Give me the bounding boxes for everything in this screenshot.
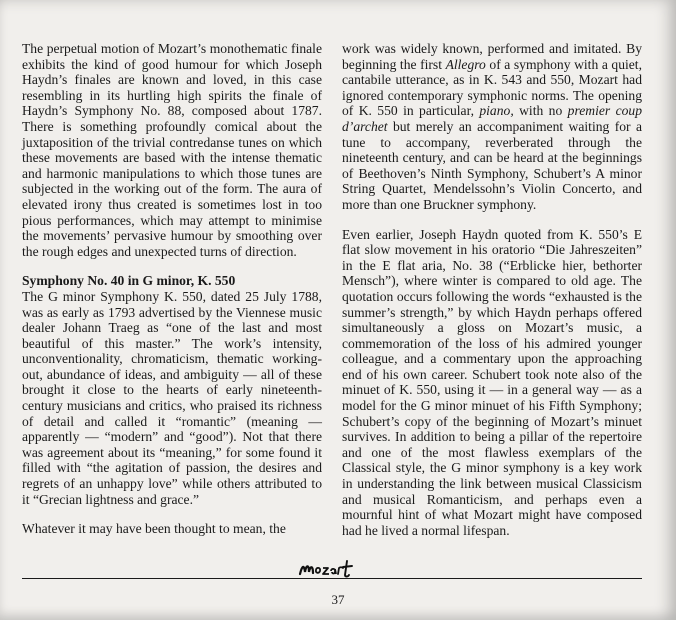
mozart-signature-logo <box>296 556 356 580</box>
left-paragraph-3: Whatever it may have been thought to mean, the <box>22 521 286 537</box>
right-paragraph-2: Even earlier, Joseph Haydn quoted from K. 550’s E flat slow movement in his oratorio “Die Jahreszeiten” in the E flat aria, No. 38 (“Erblicke hier, bethorter Mensch”), where winter is compared to old age. The quotation occurs following the words “exhausted is the summer’s strength,” by which Haydn perhaps offered simultaneously a gloss on Mozart’s music, a commemoration of the loss of his admired younger colleague, and a commentary upon the approaching end of his own career. Schubert took note also of the minuet of K. 550, using it — in a general way — as a model for the G minor minuet of his Fifth Symphony; Schubert’s copy of the beginning of Mozart’s minuet survives. In addition to being a pillar of the repertoire and one of the most flawless exemplars of the Classical style, the G minor symphony is a key work in understanding the link between musical Classicism and musical Romanticism, and perhaps even a mournful hint of what Mozart might have composed had he lived a normal lifespan. <box>342 226 642 538</box>
left-paragraph-1: The perpetual motion of Mozart’s monothematic finale exhibits the kind of good humour for which Joseph Haydn’s finales are known and loved, in this case resembling in its hurtling high spirits the finale of Haydn’s Symphony No. 88, composed about 1787. There is something profoundly comical about the juxtaposition of the trivial contredanse tunes on which these movements are based with the intense thematic and harmonic manipulations to which those tunes are subjected in the working out of the form. The aura of elevated irony thus created is sometimes lost in too pious performances, which may attempt to minimise the movements’ pervasive humour by smoothing over the rough edges and unexpected turns of direction. <box>22 41 322 259</box>
left-paragraph-2 <box>22 273 322 507</box>
text-run: work was widely known, performed and imitated. By beginning the first <box>342 41 642 72</box>
left-column <box>22 41 322 537</box>
italic-run: Allegro <box>445 56 486 72</box>
text-run: with no <box>513 103 568 119</box>
page-number: 37 <box>331 592 345 607</box>
text-run: of a symphony with a quiet, cantabile utterance, as in K. 543 and 550, Mozart had ignored contemporary symphonic norms. The opening of K. 550 in particular, <box>342 56 642 119</box>
italic-run: premier coup d’archet <box>342 103 642 134</box>
text-run: but merely an accompaniment waiting for a tune to accompany, reverberated through the nineteenth century, and can be heard at the beginnings of Beethoven’s Ninth Symphony, Schubert’s A minor String Quartet, Mendelssohn’s Violin Concerto, and more than one Bruckner symphony. <box>342 118 642 212</box>
italic-run: piano, <box>479 103 514 119</box>
right-column <box>342 41 642 538</box>
left-paragraph-2-text: The G minor Symphony K. 550, dated 25 July 1788, was as early as 1793 advertised by the Viennese music dealer Johann Traeg as “one of the last and most beautiful of this master.” The work’s intensity, unconventionality, chromaticism, thematic working-out, abundance of ideas, and ambiguity — all of these brought it close to the hearts of early nineteenth-century musicians and critics, who praised its richness of detail and called it “romantic” (meaning — apparently — “modern” and “good”). Not that there was agreement about its “meaning,” for some found it filled with “the agitation of passion, the desires and regrets of an unhappy love” while others attributed to it “Grecian lightness and grace.” <box>22 288 322 507</box>
section-heading: Symphony No. 40 in G minor, K. 550 <box>22 273 236 289</box>
right-paragraph-1 <box>342 41 642 213</box>
